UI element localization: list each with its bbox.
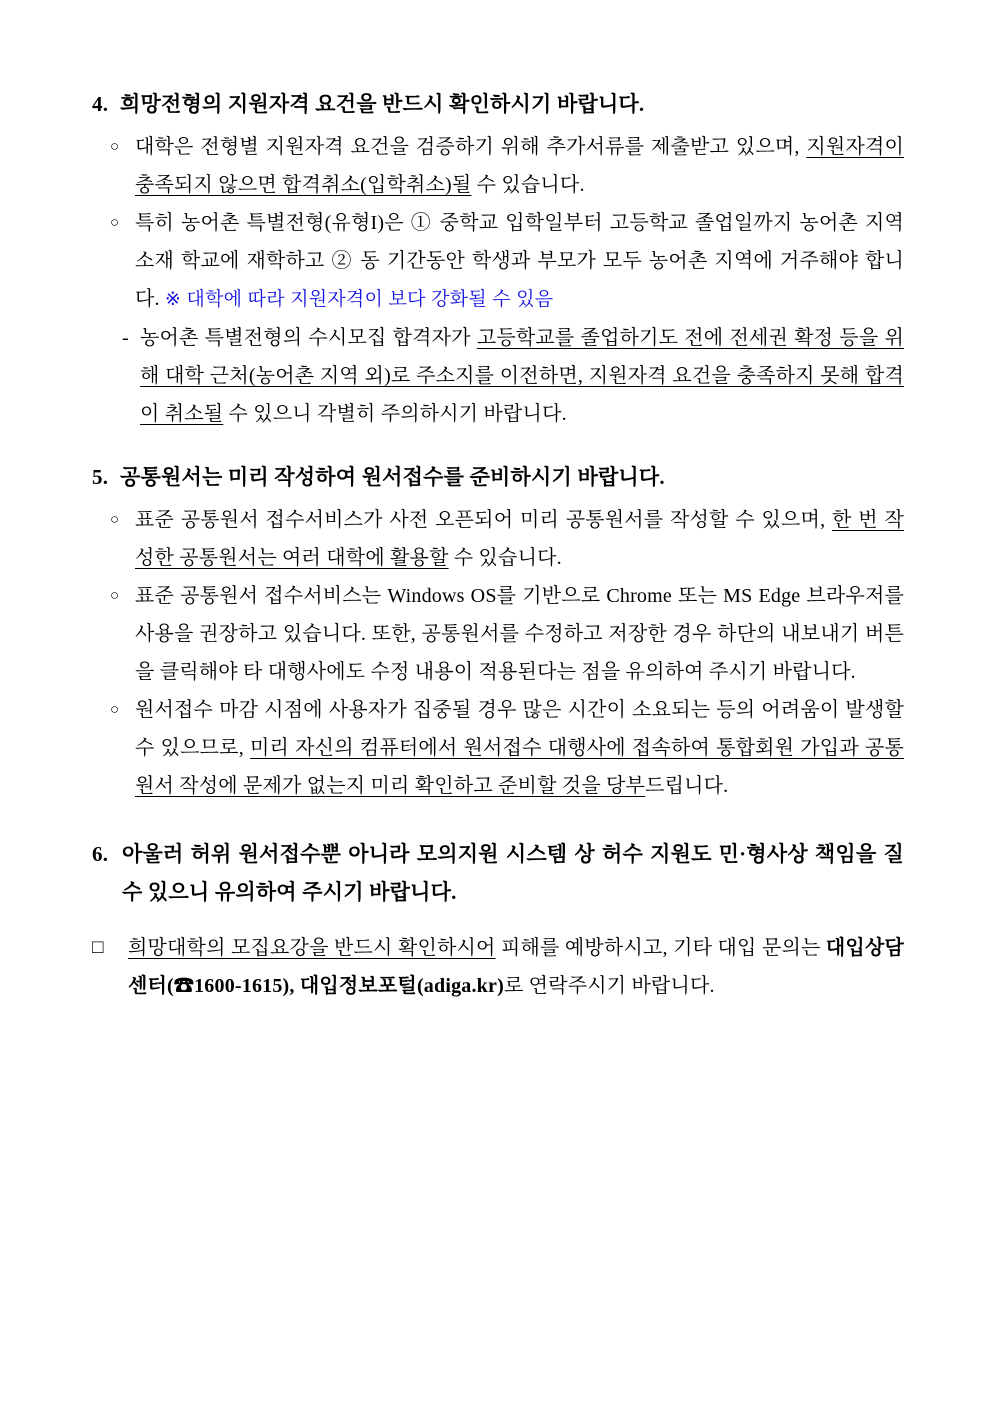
section-4 bbox=[92, 84, 904, 433]
paragraph bbox=[140, 319, 904, 433]
underlined-text: 고등학교를 졸업하기도 전에 전세권 확정 등을 위해 대학 근처(농어촌 지역 외)로 주소지를 이전하면, 지원자격 요건을 충족하지 못해 합격이 취소될 bbox=[140, 327, 904, 425]
text-segment: 원서접수 마감 시점에 사용자가 집중될 경우 많은 시간이 소요되는 등의 어려움이 발생할 수 있으므로, bbox=[135, 699, 904, 759]
contact-bold-text: 대입상담센터(☎1600-1615), 대입정보포털(adiga.kr) bbox=[128, 937, 904, 997]
bullet-item bbox=[92, 501, 904, 577]
section-number: 5. bbox=[92, 465, 109, 489]
paragraph bbox=[135, 577, 904, 691]
underlined-text: 한 번 작성한 공통원서는 여러 대학에 활용할 bbox=[135, 509, 904, 569]
blue-note-text: ※ 대학에 따라 지원자격이 보다 강화될 수 있음 bbox=[164, 289, 554, 310]
section-title: 공통원서는 미리 작성하여 원서접수를 준비하시기 바랍니다. bbox=[120, 465, 665, 489]
section-number: 6. bbox=[92, 842, 109, 866]
section-number: 4. bbox=[92, 92, 109, 116]
circle-bullet-marker: ○ bbox=[110, 588, 120, 604]
paragraph bbox=[135, 204, 904, 319]
paragraph bbox=[128, 929, 904, 1005]
text-segment: 수 있습니다. bbox=[471, 174, 585, 196]
section-6 bbox=[92, 835, 904, 911]
underlined-text: 희망대학의 모집요강을 반드시 확인하시어 bbox=[128, 937, 496, 959]
text-segment: 로 연락주시기 바랍니다. bbox=[503, 975, 715, 997]
underlined-text: 미리 자신의 컴퓨터에서 원서접수 대행사에 접속하여 통합회원 가입과 공통원서 작성에 문제가 없는지 미리 확인하고 준비할 것을 당부 bbox=[135, 737, 904, 797]
circle-bullet-marker: ○ bbox=[110, 139, 120, 155]
bullet-item bbox=[92, 128, 904, 204]
text-segment: 표준 공통원서 접수서비스는 Windows OS를 기반으로 Chrome 또는 MS Edge 브라우저를 사용을 권장하고 있습니다. 또한, 공통원서를 수정하고 저장한 경우 하단의 내보내기 버튼을 클릭해야 타 대행사에도 수정 내용이 적용된다는 점을 유의하여 주시기 바랍니다. bbox=[135, 585, 904, 683]
paragraph: 아울러 허위 원서접수뿐 아니라 모의지원 시스템 상 허수 지원도 민·형사상 책임을 질 수 있으니 유의하여 주시기 바랍니다. bbox=[122, 842, 904, 904]
text-segment: 특히 농어촌 특별전형(유형I)은 ① 중학교 입학일부터 고등학교 졸업일까지 농어촌 지역 소재 학교에 재학하고 ② 동 기간동안 학생과 부모가 모두 농어촌 지역에 거주해야 합니다. bbox=[135, 212, 904, 310]
text-segment: 수 있으니 각별히 주의하시기 바랍니다. bbox=[223, 403, 567, 425]
paragraph bbox=[135, 128, 904, 204]
text-segment: 드립니다. bbox=[645, 775, 729, 797]
text-segment: 대학은 전형별 지원자격 요건을 검증하기 위해 추가서류를 제출받고 있으며, bbox=[135, 136, 807, 158]
text-segment: 피해를 예방하시고, 기타 대입 문의는 bbox=[495, 937, 826, 959]
bullet-item bbox=[92, 577, 904, 691]
paragraph bbox=[135, 501, 904, 577]
sub-bullet-item bbox=[92, 319, 904, 433]
section-5 bbox=[92, 457, 904, 805]
section-5-heading bbox=[92, 457, 904, 497]
paragraph bbox=[135, 691, 904, 805]
text-segment: 표준 공통원서 접수서비스가 사전 오픈되어 미리 공통원서를 작성할 수 있으며, bbox=[135, 509, 832, 531]
bullet-item bbox=[92, 204, 904, 319]
dash-bullet-marker: - bbox=[122, 327, 129, 349]
circle-bullet-marker: ○ bbox=[110, 702, 120, 718]
section-4-heading bbox=[92, 84, 904, 124]
underlined-text: 지원자격이 충족되지 않으면 합격취소(입학취소)될 bbox=[135, 136, 904, 196]
text-segment: 농어촌 특별전형의 수시모집 합격자가 bbox=[140, 327, 477, 349]
text-segment: 수 있습니다. bbox=[448, 547, 562, 569]
circle-bullet-marker: ○ bbox=[110, 215, 120, 231]
circle-bullet-marker: ○ bbox=[110, 512, 120, 528]
checkbox-note bbox=[92, 929, 904, 1005]
section-title: 희망전형의 지원자격 요건을 반드시 확인하시기 바랍니다. bbox=[120, 92, 645, 116]
checkbox-marker: □ bbox=[92, 937, 104, 958]
bullet-item bbox=[92, 691, 904, 805]
